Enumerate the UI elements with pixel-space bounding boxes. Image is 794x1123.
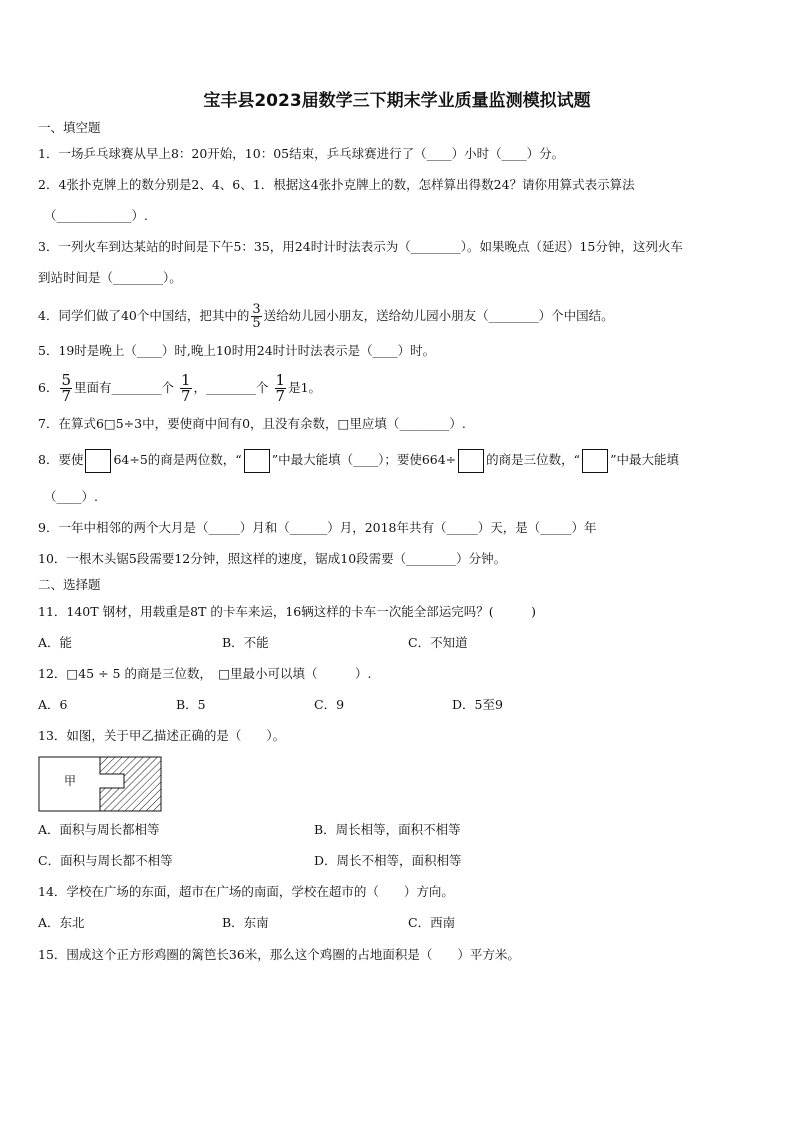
q6-f1-denominator: 7 bbox=[61, 387, 71, 405]
question-2-line-2: （____________）. bbox=[44, 208, 148, 223]
page-title: 宝丰县2023届数学三下期末学业质量监测模拟试题 bbox=[203, 91, 591, 111]
q6-f2-numerator: 1 bbox=[181, 371, 191, 389]
q6-text-1: 里面有________个 bbox=[74, 380, 175, 395]
q8-blank-box-2 bbox=[244, 449, 270, 473]
q4-denominator: 5 bbox=[252, 316, 261, 331]
q14-option-b: B．东南 bbox=[222, 915, 269, 930]
q4-fraction bbox=[251, 303, 261, 330]
q8-blank-box-4 bbox=[582, 449, 608, 473]
question-8-line-1 bbox=[38, 446, 679, 474]
q6-text-2: ，________个 bbox=[193, 380, 269, 395]
q11-option-b: B．不能 bbox=[222, 635, 269, 650]
question-4 bbox=[38, 302, 614, 330]
q12-option-a: A．6 bbox=[38, 697, 68, 712]
q6-number: 6． bbox=[38, 380, 59, 395]
q13-shape-diagram bbox=[38, 756, 162, 812]
question-12: 12．□45 ÷ 5 的商是三位数， □里最小可以填（ ）. bbox=[38, 666, 372, 681]
q6-f3-numerator: 1 bbox=[275, 371, 286, 389]
q6-fraction-3 bbox=[275, 373, 287, 404]
q8-text-3: ”中最大能填（____）；要使664÷ bbox=[271, 452, 457, 467]
question-6 bbox=[38, 370, 321, 406]
q8-blank-box-3 bbox=[458, 449, 484, 473]
question-2-line-1: 2．4张扑克牌上的数分别是2、4、6、1．根据这4张扑克牌上的数，怎样算出得数24？请你用算式表示算法 bbox=[38, 177, 635, 192]
q6-f2-denominator: 7 bbox=[181, 387, 191, 405]
question-3-line-2: 到站时间是（________）。 bbox=[38, 270, 182, 285]
q8-text-1: 8．要使 bbox=[38, 452, 84, 467]
q6-f3-denominator: 7 bbox=[275, 387, 286, 405]
shape-yi-hatched bbox=[100, 757, 161, 811]
q6-fraction-2 bbox=[180, 373, 192, 404]
q11-option-a: A．能 bbox=[38, 635, 73, 650]
q13-label-jia: 甲 bbox=[64, 774, 77, 788]
q14-option-c: C．西南 bbox=[408, 915, 456, 930]
q8-blank-box-1 bbox=[85, 449, 111, 473]
q8-text-5: ”中最大能填 bbox=[610, 452, 679, 467]
q4-text-pre: 4．同学们做了40个中国结，把其中的 bbox=[38, 308, 250, 323]
question-3-line-1: 3．一列火车到达某站的时间是下午5：35，用24时计时法表示为（________）。如果晚点（延迟）15分钟，这列火车 bbox=[38, 239, 683, 254]
q6-f1-numerator: 5 bbox=[61, 371, 71, 389]
q12-option-b: B．5 bbox=[176, 697, 206, 712]
section-multiple-choice: 二、选择题 bbox=[38, 577, 101, 592]
q8-text-2: 64÷5的商是两位数，“ bbox=[113, 452, 242, 467]
q4-text-post: 送给幼儿园小朋友，送给幼儿园小朋友（________）个中国结。 bbox=[263, 308, 614, 323]
question-15: 15．围成这个正方形鸡圈的篱笆长36米，那么这个鸡圈的占地面积是（ ）平方米。 bbox=[38, 947, 520, 962]
q11-option-c: C．不知道 bbox=[408, 635, 468, 650]
section-fill-blank: 一、填空题 bbox=[38, 120, 101, 135]
question-1: 1．一场乒乓球赛从早上8：20开始，10：05结束，乒乓球赛进行了（____）小时（____）分。 bbox=[38, 146, 565, 161]
q13-option-d: D．周长不相等，面积相等 bbox=[314, 853, 462, 868]
q8-text-4: 的商是三位数，“ bbox=[486, 452, 581, 467]
question-5: 5．19时是晚上（____）时,晚上10时用24时计时法表示是（____）时。 bbox=[38, 343, 436, 358]
question-14: 14．学校在广场的东面，超市在广场的南面，学校在超市的（ ）方向。 bbox=[38, 884, 454, 899]
q14-option-a: A．东北 bbox=[38, 915, 85, 930]
question-7: 7．在算式6□5÷3中，要使商中间有0，且没有余数，□里应填（________）. bbox=[38, 416, 466, 431]
question-13: 13．如图，关于甲乙描述正确的是（ ）。 bbox=[38, 728, 286, 743]
question-8-line-2: （____）. bbox=[44, 489, 98, 504]
question-9: 9．一年中相邻的两个大月是（_____）月和（______）月，2018年共有（_____）天，是（_____）年 bbox=[38, 520, 597, 535]
q13-option-c: C．面积与周长都不相等 bbox=[38, 853, 173, 868]
q13-option-a: A．面积与周长都相等 bbox=[38, 822, 160, 837]
q13-figure bbox=[38, 756, 162, 816]
question-10: 10．一根木头锯5段需要12分钟，照这样的速度，锯成10段需要（________）分钟。 bbox=[38, 551, 507, 566]
q13-option-b: B．周长相等，面积不相等 bbox=[314, 822, 461, 837]
q4-numerator: 3 bbox=[252, 302, 261, 317]
q6-text-post: 是1。 bbox=[288, 380, 322, 395]
question-11: 11．140T 钢材，用载重是8T 的卡车来运，16辆这样的卡车一次能全部运完吗？( ) bbox=[38, 604, 536, 619]
q6-fraction-1 bbox=[60, 373, 72, 404]
q12-option-c: C．9 bbox=[314, 697, 345, 712]
q12-option-d: D．5至9 bbox=[452, 697, 503, 712]
